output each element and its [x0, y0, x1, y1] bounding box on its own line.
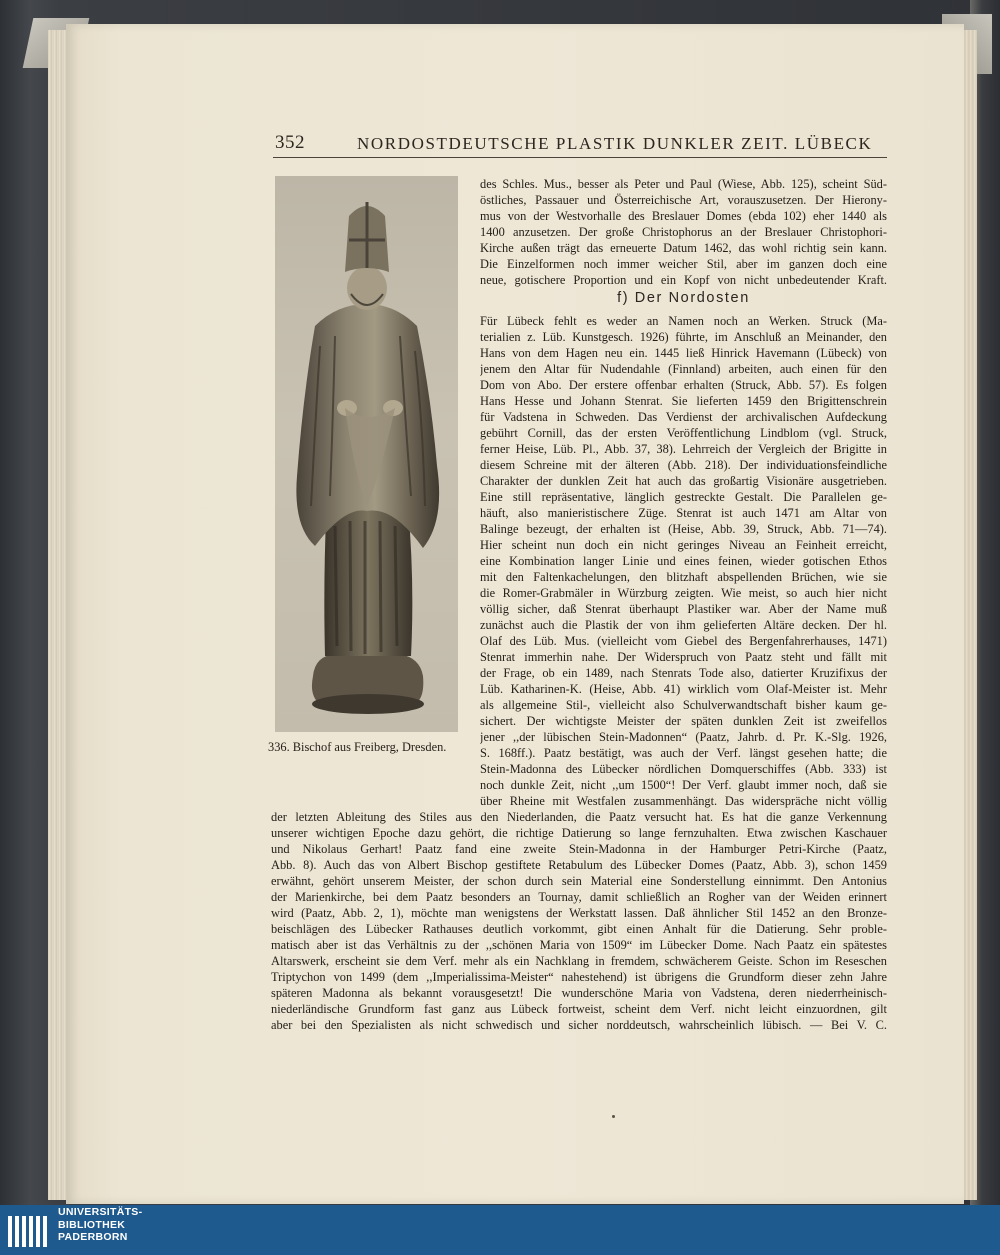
library-name-line: PADERBORN	[58, 1231, 128, 1243]
running-head	[275, 132, 887, 158]
text-line: Balinge bezeugt, der erhalten ist (Heise, Abb. 39, Struck, Abb. 71—74).	[480, 522, 887, 536]
text-line: diesem Schreine mit der älteren (Abb. 218). Der individuationsfeindliche	[480, 458, 887, 472]
text-line: Die Einzelformen noch immer weicher Stil, aber im ganzen doch eine	[480, 257, 887, 271]
text-line: Olaf des Lüb. Mus. (vielleicht vom Giebel des Bergenfahrerhauses, 1471)	[480, 634, 887, 648]
text-line: eine Kombination langer Linie und eines feinen, wieder gotischen Ethos	[480, 554, 887, 568]
text-line: noch dunkle Zeit, nicht ,,um 1500“! Der Verf. glaubt immer noch, daß sie	[480, 778, 887, 792]
text-line: mit den Faltenkachelungen, den blitzhaft abspellenden Brüchen, wie sie	[480, 570, 887, 584]
library-name-line: BIBLIOTHEK	[58, 1218, 126, 1231]
text-line: sichert. Der wichtigste Meister der späten dunklen Zeit ist zweifellos	[480, 714, 887, 728]
figure-photo-bishop-statue	[275, 176, 458, 732]
text-line: der Marienkirche, bei dem Paatz besonders an Tournay, damit schließlich an Rogher van der Weiden erinnert	[271, 890, 887, 904]
text-line: des Schles. Mus., besser als Peter und Paul (Wiese, Abb. 125), scheint Süd-	[480, 177, 887, 191]
text-line: neue, gotischere Proportion und ein Kopf von nicht unbedeutender Kraft.	[480, 273, 887, 287]
text-line: östliches, Passauer und Österreichische Art, vorauszusetzen. Der Hierony-	[480, 193, 887, 207]
text-line: Stenrat immerhin nahe. Der Widerspruch von Paatz steht und fällt mit	[480, 650, 887, 664]
text-line: Kirche außen trägt das erneuerte Datum 1462, das wohl richtig sein kann.	[480, 241, 887, 255]
text-line: späteren Madonna als bekannt vorausgesetzt! Die wunderschöne Maria von Vadstena, deren niederrheinisch-	[271, 986, 887, 1000]
section-heading: f) Der Nordosten	[617, 290, 750, 306]
text-line: unserer wichtigen Epoche dazu gehört, die richtige Datierung so lange fernzuhalten. Etwa zwischen Kaschauer	[271, 826, 887, 840]
page-number: 352	[275, 132, 305, 153]
text-line: beischlägen des Lübecker Rathauses deutlich vorkommt, gibt einen Anhalt für die Datierung. Sehr proble-	[271, 922, 887, 936]
text-line: ferner Heise, Lüb. Pl., Abb. 37, 38). Lehrreich der Vergleich der Brigitte in	[480, 442, 887, 456]
text-line: zunächst auch die Plastik der von ihm gelieferten Altäre decken. Der hl.	[480, 618, 887, 632]
text-line: niederländische Grundform fast ganz aus Lübeck fortweist, scheint dem Verf. nicht leicht einzuordnen, gilt	[271, 1002, 887, 1016]
text-line: gebührt Cornill, das der ersten Veröffentlichung Lindblom (vgl. Struck,	[480, 426, 887, 440]
text-line: der Frage, ob ein 1489, nach Stenrats Tode also, datierter Kruzifixus der	[480, 666, 887, 680]
statue-illustration	[275, 176, 458, 732]
text-line: terialien z. Lüb. Kunstgesch. 1926) führte, im Anschluß an Meinander, den	[480, 330, 887, 344]
text-line: S. 168ff.). Paatz bestätigt, was auch der Verf. längst gesehen hatte; die	[480, 746, 887, 760]
text-line: Eine still repräsentative, länglich gestreckte Gestalt. Die Parallelen ge-	[480, 490, 887, 504]
text-line: erwähnt, gehört unserem Meister, der schon durch sein Material eine Sonderstellung einnimmt. Den Antonius	[271, 874, 887, 888]
library-name-line: UNIVERSITÄTS-	[58, 1206, 143, 1218]
header-rule	[273, 157, 887, 158]
text-line: aber bei den Spezialisten als nicht schwedisch und sicher norddeutsch, wahrscheinlich lübisch. — Bei V. C.	[271, 1018, 887, 1032]
library-name	[58, 1206, 142, 1244]
text-line: jenem den Altar für Nudendahle (Finnland) arbeiten, auch einen für den	[480, 362, 887, 376]
text-line: Charakter der dunklen Zeit hat auch das großartig Visionäre ausgetrieben.	[480, 474, 887, 488]
text-line: Stein-Madonna des Lübecker nördlichen Domquerschiffes (Abb. 333) ist	[480, 762, 887, 776]
text-line: Dom von Abo. Der erstere offenbar erhalten (Struck, Abb. 57). Es folgen	[480, 378, 887, 392]
text-line: Altarswerk, erscheint sie dem Verf. mehr als ein Nachklang in fremdem, schwächerem Geiste. Schon im Reseschen	[271, 954, 887, 968]
library-logo-icon	[6, 1209, 54, 1251]
text-line: mus von der Westvorhalle des Breslauer Domes (ebda 102) eher 1440 als	[480, 209, 887, 223]
text-line: Hans Hesse und Johann Stenrat. Sie lieferten 1459 den Brigittenschrein	[480, 394, 887, 408]
text-line: wird (Paatz, Abb. 2, 1), möchte man wenigstens der Werkstatt lassen. Daß ähnlicher Stil 1452 an den Bronze-	[271, 906, 887, 920]
text-line: Lüb. Katharinen-K. (Heise, Abb. 41) wirklich vom Olaf-Meister ist. Mehr	[480, 682, 887, 696]
figure-caption: 336. Bischof aus Freiberg, Dresden.	[268, 740, 447, 754]
text-line: Hans von dem Hagen neu ein. 1445 ließ Hinrick Havemann (Lübeck) von	[480, 346, 887, 360]
text-line: der letzten Ableitung des Stiles aus den Niederlanden, die Paatz versucht hat. Es hat die ganze Verkennung	[271, 810, 887, 824]
text-line: Hier scheint nun doch ein nicht geringes Niveau an Feinheit erreicht,	[480, 538, 887, 552]
text-line: über Rheine mit Westfalen zusammenhängt. Das widerspräche nicht völlig	[480, 794, 887, 808]
paper-fleck	[612, 1115, 615, 1118]
text-line: 1400 anzusetzen. Der große Christophorus an der Breslauer Christophori-	[480, 225, 887, 239]
text-line: Abb. 8). Auch das von Albert Bischop gestiftete Retabulum des Lübecker Domes (Paatz, Abb. 3), schon 1459	[271, 858, 887, 872]
text-line: völlig sicher, daß Stenrat überhaupt Plastiker war. Aber der Name muß	[480, 602, 887, 616]
running-title: NORDOSTDEUTSCHE PLASTIK DUNKLER ZEIT. LÜBECK	[357, 134, 873, 153]
text-line: Für Lübeck fehlt es weder an Namen noch an Werken. Struck (Ma-	[480, 314, 887, 328]
text-line: für Vadstena in Schweden. Das Verdienst der archivalischen Aufdeckung	[480, 410, 887, 424]
text-line: Triptychon von 1499 (dem ,,Imperialissima-Meister“ nahestehend) ist übrigens die Grundform dieser zehn Jahre	[271, 970, 887, 984]
text-line: jener ,,der lübischen Stein-Madonnen“ (Paatz, Jahrb. d. Pr. K.-Slg. 1926,	[480, 730, 887, 744]
library-footer-bar	[0, 1205, 1000, 1255]
text-line: matisch aber ist das Verhältnis zu der ,,schönen Maria von 1509“ im Lübecker Dome. Nach Paatz ein spätestes	[271, 938, 887, 952]
text-line: als allgemeine Stil-, vielleicht also Schulverwandtschaft bisher kaum ge-	[480, 698, 887, 712]
text-line: häuft, also manieristischere Züge. Stenrat ist auch 1471 am Altar von	[480, 506, 887, 520]
text-line: die Romer-Grabmäler in Würzburg zeigten. Wie meist, so auch hier nicht	[480, 586, 887, 600]
text-line: und Nikolaus Gerhart! Paatz fand eine zweite Stein-Madonna in der Hamburger Petri-Kirche (Paatz,	[271, 842, 887, 856]
